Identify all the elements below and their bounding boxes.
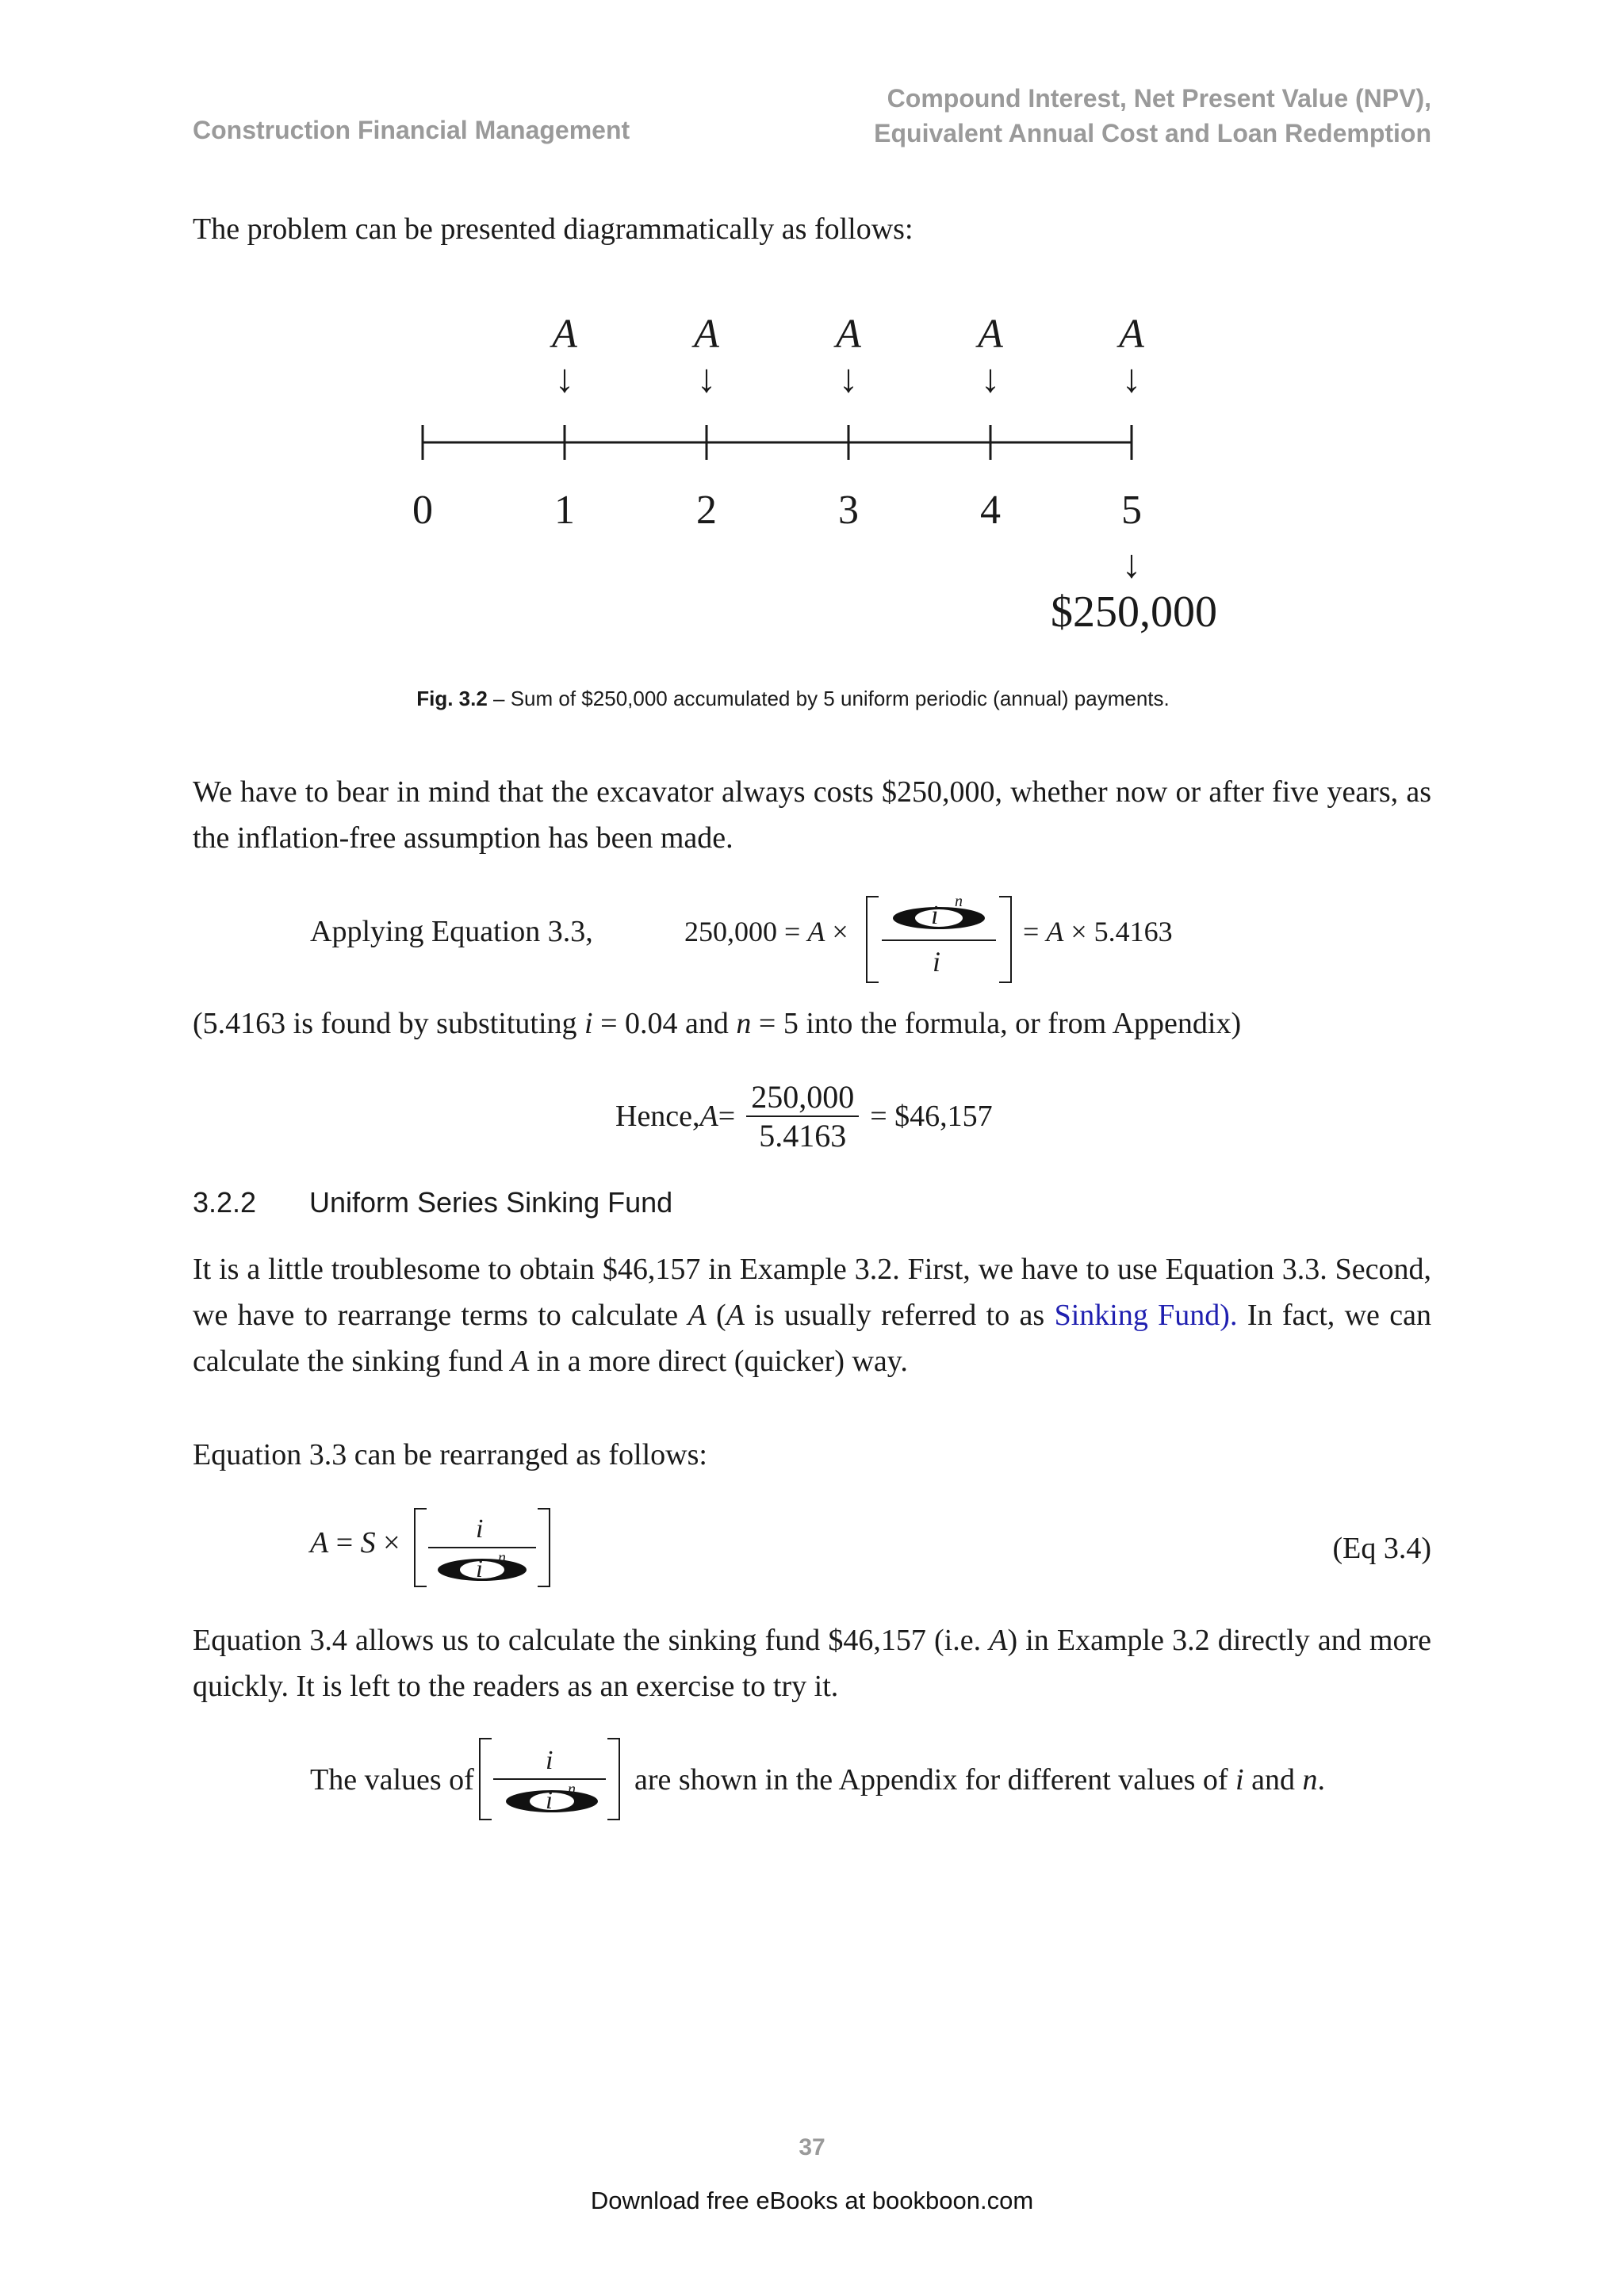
hence-result: = $46,157 [870,1100,993,1133]
hence-eq: = [718,1100,736,1133]
exponent-n: n [955,893,963,910]
period-label: 0 [412,488,433,533]
applying-label: Applying Equation 3.3, [310,915,593,948]
paragraph: We have to bear in mind that the excavator always costs $250,000, whether now or after five years, as the inflation-free assumption has been made. [193,775,1431,855]
hence-var-a: A [699,1100,718,1133]
footer-download-link[interactable]: Download free eBooks at bookboon.com [590,2187,1034,2214]
sinking-fund-link[interactable]: Sinking Fund). [1054,1299,1238,1332]
eq-rhs [1023,909,1173,955]
figure-caption [0,687,1586,711]
exponent-n: n [568,1781,576,1798]
blob-i: i [546,1785,553,1814]
paragraph: Equation 3.4 allows us to calculate the sinking fund $46,157 (i.e. A) in Example 3.2 directly and more quickly. It is left to the readers as an exercise to try it. [193,1624,1431,1703]
timeline-svg [0,0,1624,714]
denominator-i: i [933,946,941,978]
hence-fraction [746,1078,859,1154]
numerator-i: i [546,1746,553,1775]
exponent-n: n [498,1549,506,1567]
down-arrow-icon: ↓ [1121,356,1142,400]
period-label: 3 [838,488,859,533]
down-arrow-icon: ↓ [838,356,859,400]
final-value: $250,000 [1051,587,1217,637]
equation-3-3 [684,909,848,955]
hence-denominator: 5.4163 [759,1118,847,1154]
bracket-fraction [414,1508,550,1587]
period-label: 4 [980,488,1001,533]
header-left: Construction Financial Management [193,116,630,144]
period-label: 2 [696,488,717,533]
page-number: 37 [799,2134,825,2160]
bracket-fraction [866,893,1012,983]
payment-label: A [552,312,577,357]
down-arrow-icon: ↓ [696,356,717,400]
substitution-note: (5.4163 is found by substituting i = 0.04 and n = 5 into the formula, or from Appendix) [193,1007,1242,1040]
equation-label: (Eq 3.4) [1332,1532,1431,1565]
figure-label: Fig. 3.2 [416,687,488,710]
eq-times: × [825,916,848,947]
eq-rhs-val: × 5.4163 [1063,916,1173,947]
eq34-lhs: A = S × [310,1526,400,1559]
section-title: Uniform Series Sinking Fund [309,1186,673,1219]
eq-rhs-a: A [1046,916,1064,947]
payment-label: A [1119,312,1144,357]
values-of-label: The values of [310,1763,474,1797]
blob-i: i [476,1554,483,1582]
payment-label: A [978,312,1003,357]
paragraph: It is a little troublesome to obtain $46,157 in Example 3.2. First, we have to use Equation 3.3. Second, we have to rearrange terms to calculate A (A is usually referred to as Sinking Fund). In fact, we can calculate the sinking fund A in a more direct (quicker) way. [193,1253,1432,1378]
bracket-fraction [479,1738,620,1820]
period-label: 5 [1121,488,1142,533]
header-right-line2: Equivalent Annual Cost and Loan Redemption [874,119,1431,147]
numerator-i: i [476,1514,484,1544]
header-right-line1: Compound Interest, Net Present Value (NPV), [887,84,1431,113]
section-number: 3.2.2 [193,1186,257,1219]
eq-lhs: 250,000 = [684,916,808,947]
blob-i: i [931,901,939,930]
hence-numerator: 250,000 [751,1079,855,1115]
hence-label: Hence, [615,1100,700,1133]
down-arrow-icon: ↓ [980,356,1001,400]
period-label: 1 [554,488,575,533]
down-arrow-icon: ↓ [1121,541,1142,586]
intro-text: The problem can be presented diagrammatically as follows: [193,212,914,246]
payment-label: A [836,312,861,357]
figure-caption-text: – Sum of $250,000 accumulated by 5 uniform periodic (annual) payments. [487,687,1170,710]
payment-label: A [694,312,719,357]
hence-equation [615,1070,993,1162]
eq-var-a: A [807,916,825,947]
values-line-text: are shown in the Appendix for different values of i and n. [634,1763,1325,1797]
eq-rhs-eq: = [1023,916,1047,947]
down-arrow-icon: ↓ [554,356,575,400]
paragraph: Equation 3.3 can be rearranged as follows: [193,1438,707,1471]
